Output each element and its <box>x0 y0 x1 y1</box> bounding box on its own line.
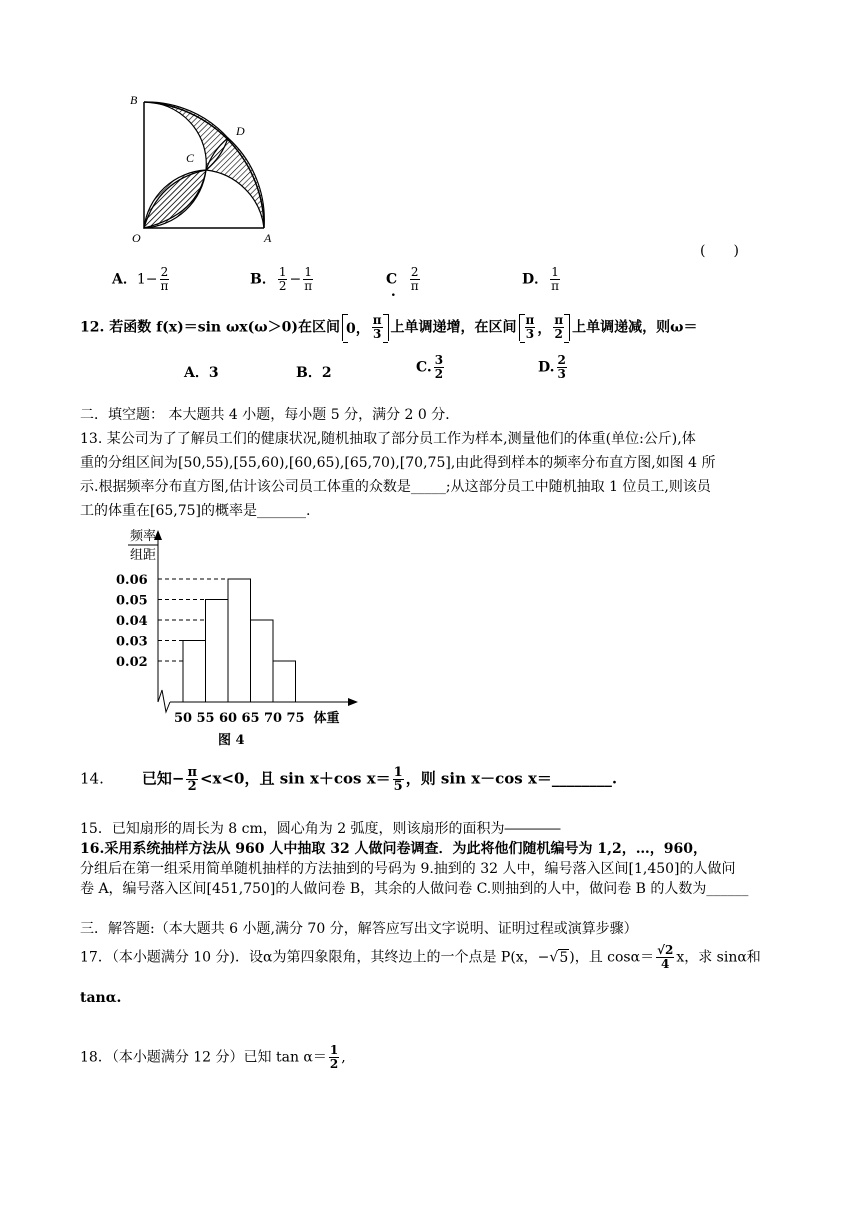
q14: 14. 已知− $\frac{\pi}{2}$ <x<0，且 sin x＋cos x＝ $\frac{1}{5}$ ，则 sin x－cos x＝________. <box>80 765 618 794</box>
ylabel-denominator: 组距 <box>130 548 157 563</box>
q17-line-2: tanα. <box>80 990 122 1006</box>
y-tick-label: 0.05 <box>116 593 148 609</box>
q16-line-2: 分组后在第一组采用简单随机抽样的方法抽到的号码为 9.抽到的 32 人中，编号落入区间[1,450]的人做问 <box>80 861 736 877</box>
frequency-histogram <box>108 526 368 756</box>
ylabel-numerator: 频率 <box>130 529 157 544</box>
q16-line-3: 卷 A，编号落入区间[451,750]的人做问卷 B，其余的人做问卷 C.则抽到的人中，做问卷 B 的人数为______ <box>80 881 749 897</box>
axis-break <box>158 690 170 712</box>
q12-option-b: B．2 <box>296 365 332 381</box>
label-A: A <box>264 231 272 245</box>
q11-option-d: D． $\frac{1}{\pi}$ <box>522 265 560 293</box>
y-tick-label: 0.04 <box>116 614 148 629</box>
q15: 15．已知扇形的周长为 8 cm，圆心角为 2 弧度，则该扇形的面积为―――― <box>80 821 561 837</box>
x-axis-label: 体重 <box>313 711 340 726</box>
q11-option-a: A．1− $\frac{2}{\pi}$ <box>112 265 169 293</box>
q11-option-b: B． $\frac{1}{2}$ − $\frac{1}{\pi}$ <box>250 265 313 293</box>
x-tick-label: 70 <box>263 711 283 726</box>
label-B: B <box>130 93 138 107</box>
histogram-bar <box>228 579 251 702</box>
histogram-bar <box>206 600 229 703</box>
y-tick-label: 0.02 <box>116 655 148 670</box>
label-C: C <box>186 151 195 165</box>
q13-line-1: 13. 某公司为了了解员工们的健康状况,随机抽取了部分员工作为样本,测量他们的体重(单位:公斤),体 <box>80 431 696 447</box>
q12-option-a: A．3 <box>184 365 219 381</box>
q11-option-c: C. $\frac{2}{\pi}$ <box>386 265 419 300</box>
q13-line-2: 重的分组区间为[50,55),[55,60),[60,65),[65,70),[70,75],由此得到样本的频率分布直方图,如图 4 所 <box>80 455 716 471</box>
y-tick-label: 0.03 <box>116 634 148 650</box>
x-tick-label: 75 <box>286 711 305 726</box>
q16-line-1: 16.采用系统抽样方法从 960 人中抽取 32 人做问卷调查．为此将他们随机编号为 1,2，…，960， <box>80 841 708 857</box>
sector-figure <box>128 90 278 250</box>
histogram-bar <box>183 641 206 703</box>
x-tick-label: 55 <box>196 711 215 726</box>
section-2-heading: 二．填空题： 本大题共 4 小题，每小题 5 分，满分 2 0 分． <box>80 407 460 423</box>
histogram-bar <box>251 620 274 702</box>
label-D: D <box>236 124 245 138</box>
label-O: O <box>132 231 141 245</box>
x-axis-arrow <box>348 698 358 706</box>
q13-line-4: 工的体重在[65,75]的概率是_______. <box>80 503 311 519</box>
answer-paren: ( ) <box>700 243 739 259</box>
x-tick-label: 50 <box>173 711 193 726</box>
q17-line-1: 17．（本小题满分 10 分)．设α为第四象限角，其终边上的一个点是 P(x，−√5)，且 cosα＝ $\frac{√2}{4}$ x，求 sinα和 <box>80 943 761 971</box>
q12-option-d: D. $\frac{2}{3}$ <box>538 353 566 381</box>
histogram-bar <box>273 661 296 702</box>
q13-line-3: 示.根据频率分布直方图,估计该公司员工体重的众数是_____;从这部分员工中随机抽取 1 位员工,则该员 <box>80 479 711 495</box>
q18: 18．（本小题满分 12 分）已知 tan α＝ $\frac{1}{2}$ , <box>80 1043 346 1071</box>
figure-caption: 图 4 <box>218 733 245 748</box>
y-tick-label: 0.06 <box>116 573 148 588</box>
q12-stem: 12. 若函数 f(x)＝sin ωx(ω＞0)在区间 0， $\frac{\pi}{3}$ 上单调递增，在区间 $\frac{\pi}{3}$ ， $\frac{\pi}{2}$ 上单调递减，则ω＝ <box>80 313 698 341</box>
q12-option-c: C. $\frac{3}{2}$ <box>416 353 444 381</box>
x-tick-label: 60 <box>218 711 238 726</box>
section-3-heading: 三．解答题:（本大题共 6 小题,满分 70 分，解答应写出文字说明、证明过程或演算步骤） <box>80 921 638 937</box>
x-tick-label: 65 <box>241 711 260 726</box>
